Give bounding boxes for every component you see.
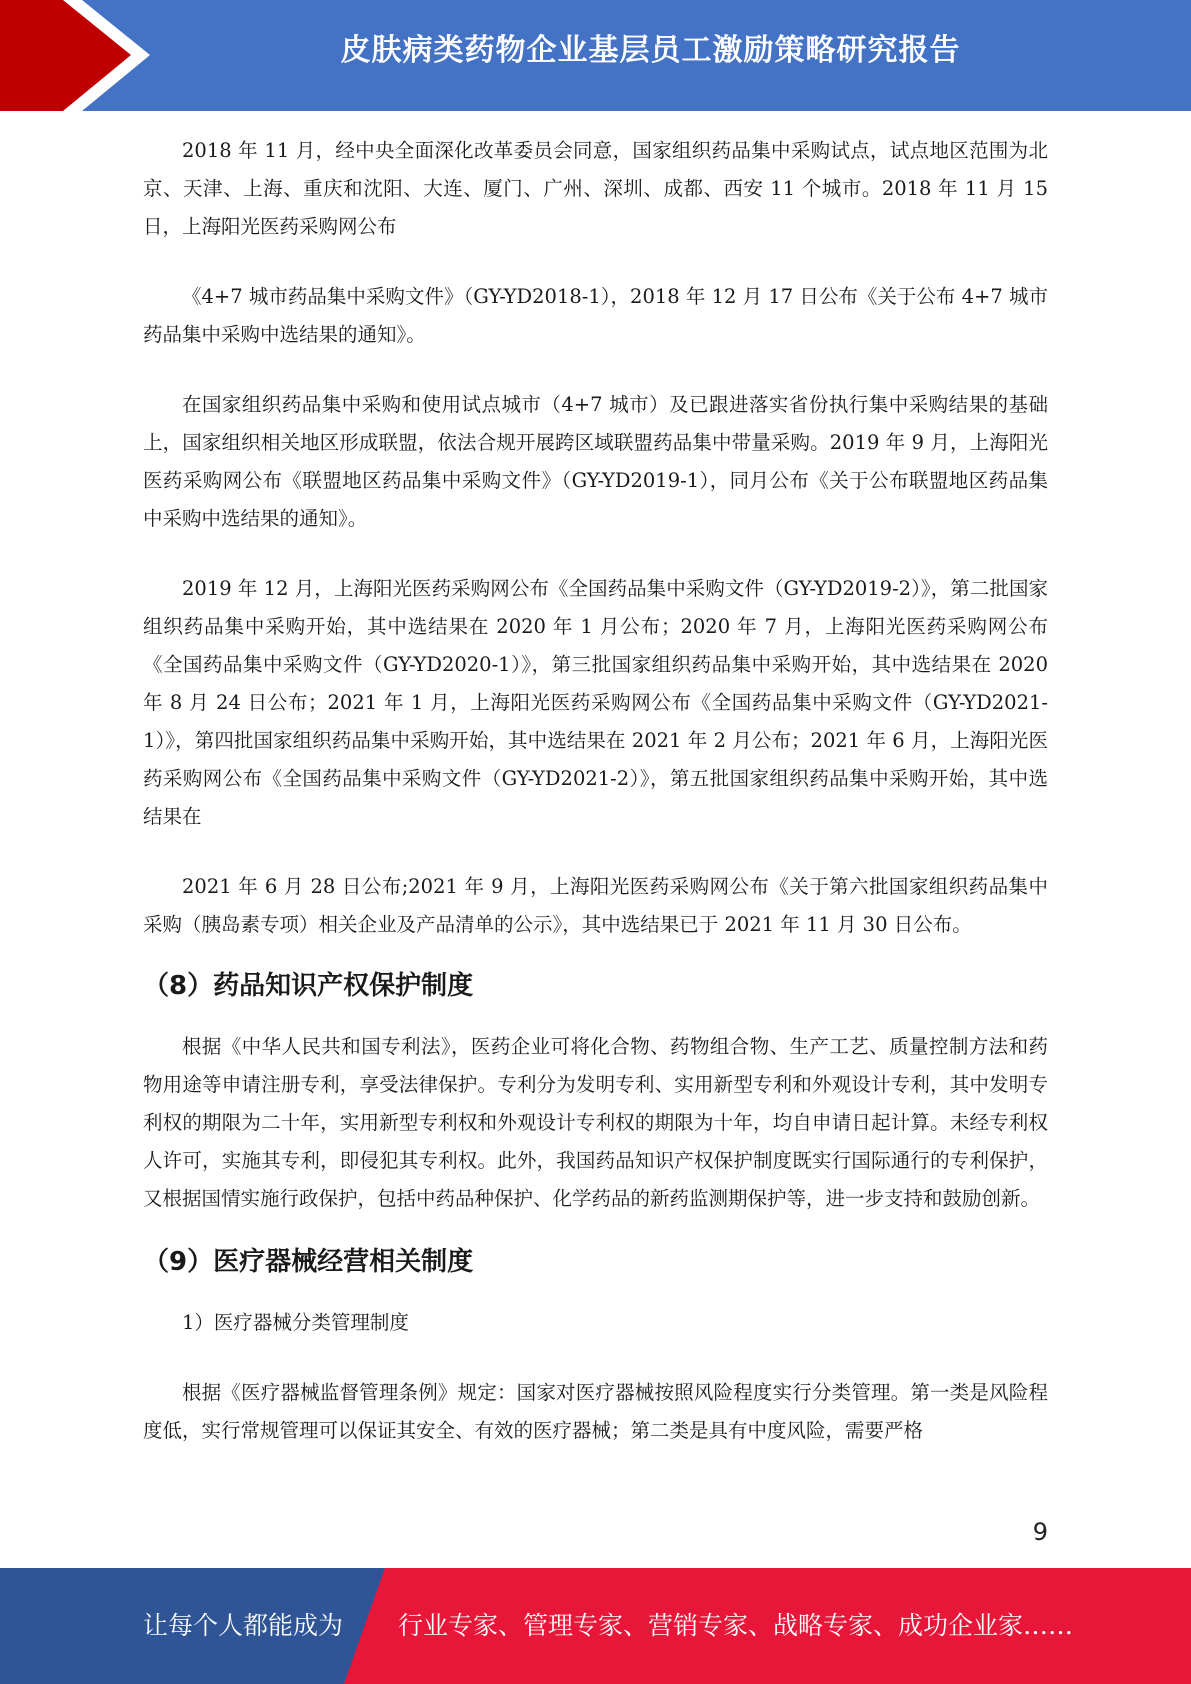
paragraph-patent-law: 根据《中华人民共和国专利法》，医药企业可将化合物、药物组合物、生产工艺、质量控制方法和药物用途等申请注册专利，享受法律保护。专利分为发明专利、实用新型专利和外观设计专利，其中发明专利权的期限为二十年，实用新型专利权和外观设计专利权的期限为十年，均自申请日起计算。未经专利权人许可，实施其专利，即侵犯其专利权。此外，我国药品知识产权保护制度既实行国际通行的专利保护，又根据国情实施行政保护，包括中药品种保护、化学药品的新药监测期保护等，进一步支持和鼓励创新。: [143, 1035, 1048, 1210]
section-heading-ip-protection: （8）药品知识产权保护制度: [143, 971, 474, 1001]
subheading-device-classification: 1）医疗器械分类管理制度: [182, 1311, 409, 1334]
paragraph-device-regulation: 根据《医疗器械监督管理条例》规定：国家对医疗器械按照风险程度实行分类管理。第一类是风险程度低，实行常规管理可以保证其安全、有效的医疗器械；第二类是具有中度风险，需要严格: [143, 1381, 1048, 1442]
footer-slogan-left: 让每个人都能成为: [143, 1611, 344, 1640]
paragraph-alliance-procurement: 在国家组织药品集中采购和使用试点城市（4+7 城市）及已跟进落实省份执行集中采购结果的基础上，国家组织相关地区形成联盟，依法合规开展跨区域联盟药品集中带量采购。2019 年 9 月，上海阳光医药采购网公布《联盟地区药品集中采购文件》（GY-YD2019-1），同月公布《关于公布联盟地区药品集中采购中选结果的通知》。: [143, 393, 1048, 530]
page-number: 9: [1032, 1518, 1048, 1546]
section-heading-medical-devices: （9）医疗器械经营相关制度: [143, 1247, 474, 1277]
document-body: [143, 132, 1048, 1450]
header-red-chevron: [0, 0, 150, 111]
page-header: [0, 0, 1191, 111]
paragraph-4plus7-documents: 《4+7 城市药品集中采购文件》（GY-YD2018-1），2018 年 12 月 17 日公布《关于公布 4+7 城市药品集中采购中选结果的通知》。: [143, 285, 1048, 346]
paragraph-sixth-batch: 2021 年 6 月 28 日公布;2021 年 9 月，上海阳光医药采购网公布《关于第六批国家组织药品集中采购（胰岛素专项）相关企业及产品清单的公示》，其中选结果已于 2021 年 11 月 30 日公布。: [143, 875, 1048, 936]
footer-slogan-right: 行业专家、管理专家、营销专家、战略专家、成功企业家……: [398, 1611, 1074, 1640]
paragraph-national-batches: 2019 年 12 月，上海阳光医药采购网公布《全国药品集中采购文件（GY-YD2019-2）》，第二批国家组织药品集中采购开始，其中选结果在 2020 年 1 月公布；2020 年 7 月，上海阳光医药采购网公布《全国药品集中采购文件（GY-YD2020-1）》，第三批国家组织药品集中采购开始，其中选结果在 2020 年 8 月 24 日公布；2021 年 1 月，上海阳光医药采购网公布《全国药品集中采购文件（GY-YD2021-1）》，第四批国家组织药品集中采购开始，其中选结果在 2021 年 2 月公布；2021 年 6 月，上海阳光医药采购网公布《全国药品集中采购文件（GY-YD2021-2）》，第五批国家组织药品集中采购开始，其中选结果在: [143, 577, 1048, 828]
page-footer: [0, 1568, 1191, 1684]
report-title: 皮肤病类药物企业基层员工激励策略研究报告: [340, 33, 961, 68]
paragraph-pilot-procurement: 2018 年 11 月，经中央全面深化改革委员会同意，国家组织药品集中采购试点，试点地区范围为北京、天津、上海、重庆和沈阳、大连、厦门、广州、深圳、成都、西安 11 个城市。2018 年 11 月 15 日，上海阳光医药采购网公布: [143, 139, 1048, 238]
